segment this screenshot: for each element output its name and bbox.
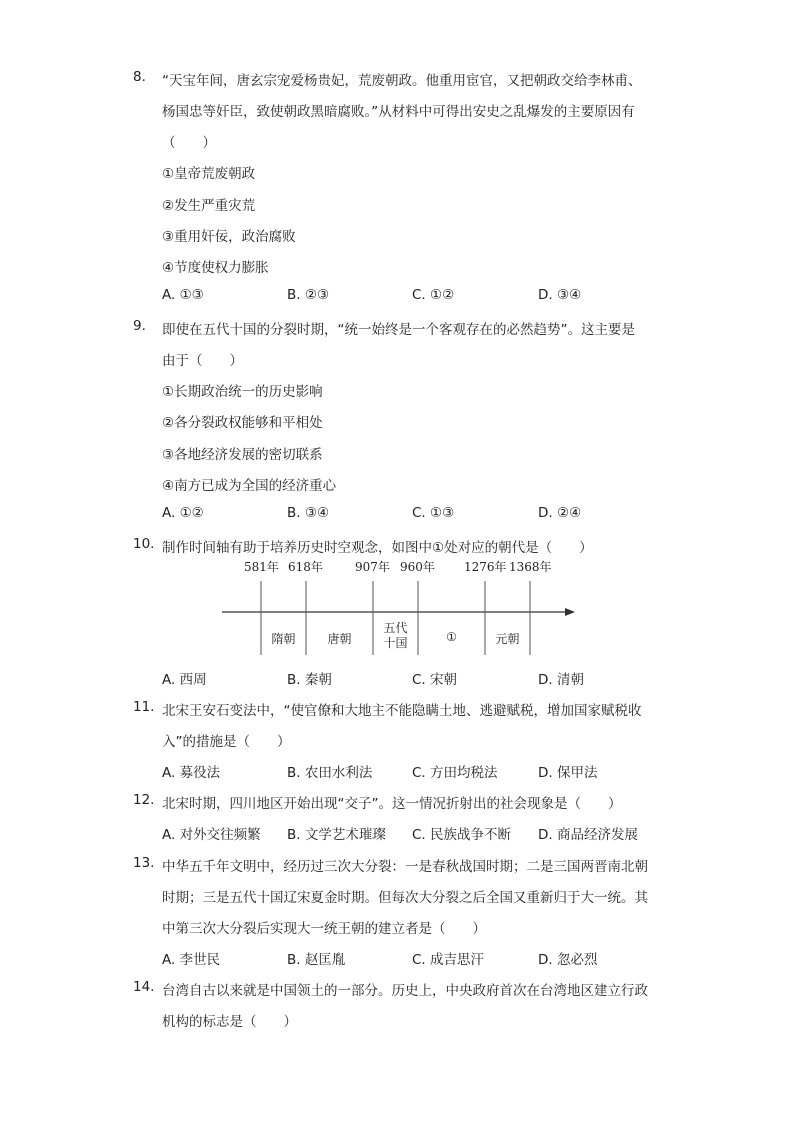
question-stem-line: 北宋王安石变法中，“使官僚和大地主不能隐瞒土地、逃避赋税，增加国家赋税收 [162,703,642,719]
question-number: 11. [133,699,155,715]
question-number: 8. [133,69,146,85]
timeline-year-label: 618年 [288,560,323,574]
timeline-dynasty-blank: ① [446,630,457,644]
timeline-figure [220,555,575,660]
timeline-year-label: 581年 [244,560,279,574]
option-b[interactable]: B. 赵匡胤 [287,952,346,968]
timeline-year-label: 960年 [400,560,435,574]
timeline-dynasty-sui: 隋朝 [271,632,296,646]
question-stem-line: 中第三次大分裂后实现大一统王朝的建立者是（ ） [162,921,486,937]
timeline-dynasty-five-dynasties: 五代 十国 [383,621,408,650]
question-number: 10. [133,536,155,552]
timeline-year-label: 907年 [355,560,390,574]
statement-item: ④南方已成为全国的经济重心 [162,478,337,494]
question-stem-line: 制作时间轴有助于培养历史时空观念，如图中①处对应的朝代是（ ） [162,540,593,556]
statement-item: ②发生严重灾荒 [162,198,256,214]
question-stem-line: “天宝年间，唐玄宗宠爱杨贵妃，荒废朝政。他重用宦官，又把朝政交给李林甫、 [162,73,642,89]
question-number: 14. [133,979,155,995]
statement-item: ④节度使权力膨胀 [162,260,269,276]
option-b[interactable]: B. ③④ [287,505,330,521]
statement-item: ①长期政治统一的历史影响 [162,384,323,400]
option-c[interactable]: C. 方田均税法 [412,765,498,781]
option-d[interactable]: D. 保甲法 [538,765,598,781]
option-c[interactable]: C. 成吉思汗 [412,952,485,968]
question-stem-line: 由于（ ） [162,353,243,369]
option-b[interactable]: B. 文学艺术璀璨 [287,827,386,843]
option-c[interactable]: C. ①② [412,287,455,303]
option-a[interactable]: A. ①③ [162,287,204,303]
question-stem-line: 即使在五代十国的分裂时期，“统一始终是一个客观存在的必然趋势”。这主要是 [162,322,635,338]
option-b[interactable]: B. ②③ [287,287,330,303]
question-stem-line: 机构的标志是（ ） [162,1014,297,1030]
question-stem-line: 杨国忠等奸臣，致使朝政黑暗腐败。”从材料中可得出安史之乱爆发的主要原因有 [162,104,635,120]
option-a[interactable]: A. 李世民 [162,952,221,968]
option-b[interactable]: B. 秦朝 [287,672,332,688]
option-c[interactable]: C. ①③ [412,505,455,521]
statement-item: ①皇帝荒废朝政 [162,166,256,182]
option-c[interactable]: C. 宋朝 [412,672,458,688]
statement-item: ②各分裂政权能够和平相处 [162,415,323,431]
question-number: 9. [133,318,146,334]
question-stem-line: （ ） [162,135,216,151]
option-c[interactable]: C. 民族战争不断 [412,827,512,843]
option-d[interactable]: D. ③④ [538,287,582,303]
option-d[interactable]: D. 清朝 [538,672,584,688]
question-stem-line: 入”的措施是（ ） [162,734,291,750]
question-stem-line: 北宋时期，四川地区开始出现“交子”。这一情况折射出的社会现象是（ ） [162,796,622,812]
statement-item: ③各地经济发展的密切联系 [162,447,323,463]
option-d[interactable]: D. 忽必烈 [538,952,598,968]
question-number: 13. [133,855,155,871]
timeline-year-label: 1368年 [509,560,552,574]
timeline-arrow [565,608,575,616]
timeline-year-label: 1276年 [464,560,507,574]
question-stem-line: 台湾自古以来就是中国领土的一部分。历史上，中央政府首次在台湾地区建立行政 [162,983,648,999]
timeline-dynasty-yuan: 元朝 [495,632,520,646]
option-d[interactable]: D. 商品经济发展 [538,827,638,843]
question-stem-line: 时期；三是五代十国辽宋夏金时期。但每次大分裂之后全国又重新归于大一统。其 [162,890,648,906]
option-d[interactable]: D. ②④ [538,505,582,521]
option-b[interactable]: B. 农田水利法 [287,765,373,781]
option-a[interactable]: A. 对外交往频繁 [162,827,261,843]
option-a[interactable]: A. 西周 [162,672,207,688]
statement-item: ③重用奸佞，政治腐败 [162,229,296,245]
question-stem-line: 中华五千年文明中，经历过三次大分裂：一是春秋战国时期；二是三国两晋南北朝 [162,859,648,875]
option-a[interactable]: A. 募役法 [162,765,221,781]
option-a[interactable]: A. ①② [162,505,204,521]
question-number: 12. [133,792,155,808]
timeline-dynasty-tang: 唐朝 [327,632,352,646]
